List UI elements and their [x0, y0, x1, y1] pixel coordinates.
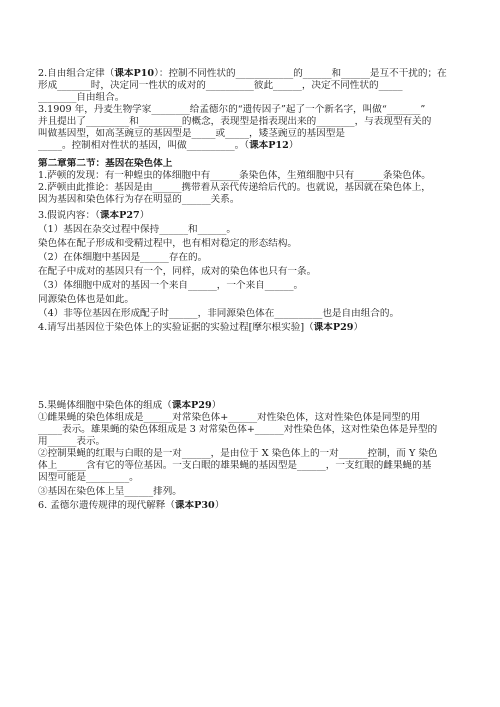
text-run: 并且提出了_________和_________的概念，表现型是指表现出来的________，与表现型有关的 [38, 116, 432, 127]
bold-text: 课本P29 [313, 322, 354, 333]
bold-text: 第二章第二节：基因在染色体上 [38, 158, 173, 169]
text-run: ） [353, 322, 364, 333]
text-line [38, 104, 470, 116]
text-run: 体上______含有它的等位基因。一支白眼的雄果蝇的基因型是______，一支红眼的雌果蝇的基 [38, 460, 432, 471]
text-line [38, 412, 470, 424]
text-line [38, 116, 470, 128]
text-line [38, 194, 470, 206]
text-run: 1.萨顿的发现：有一种蝗虫的体细胞中有______条染色体，生殖细胞中只有______条染色体。 [38, 170, 431, 181]
text-run: ____________ [235, 68, 294, 79]
text-line [38, 128, 470, 140]
text-line [38, 182, 470, 194]
text-line [38, 500, 470, 512]
text-line [38, 460, 470, 472]
text-run: 因为基因和染色体行为存在明显的______关系。 [38, 194, 240, 205]
text-line [38, 436, 470, 448]
text-run: ）：控制不同性状的 [154, 68, 236, 79]
text-run: 在配子中成对的基因只有一个，同样，成对的染色体也只有一条。 [38, 266, 317, 277]
text-run: ） [214, 500, 225, 511]
text-line [38, 322, 470, 334]
text-run: （1）基因在杂交过程中保持______和______。 [38, 224, 236, 235]
bold-text: 课本P30 [174, 500, 215, 511]
text-run: ________自由组合。 [38, 92, 125, 103]
text-run: _____表示。雄果蝇的染色体组成是 3 对常染色体+______对性染色体，这对性染色体是异型的 [38, 424, 438, 435]
text-run: （3）体细胞中成对的基因一个来自______，一个来自______。 [38, 280, 304, 291]
text-run: 4.请写出基因位于染色体上的实验证据的实验过程[摩尔根实验]（ [38, 322, 314, 333]
text-line [38, 80, 470, 92]
text-line [38, 140, 470, 152]
text-run: 用______表示。 [38, 436, 106, 447]
text-line [38, 424, 470, 436]
bold-text: 课本P10 [114, 68, 155, 79]
text-run: 形成_______时，决定同一性状的成对的__________彼此______，决定不同性状的_____ [38, 80, 403, 91]
text-line [38, 68, 470, 80]
text-line [38, 252, 470, 264]
text-line [38, 472, 470, 484]
text-line [38, 294, 470, 306]
bold-text: 课本P27 [99, 210, 140, 221]
bold-text: 课本P29 [171, 400, 212, 411]
text-run: ） [139, 210, 150, 221]
text-run: 的______和______是互不干扰的；在 [293, 68, 447, 79]
text-run: 3.1909 年，丹麦生物学家________给孟德尔的“遗传因子”起了一个新名字，叫做“_______” [38, 104, 426, 115]
text-line [38, 210, 470, 222]
text-run: （4）非等位基因在形成配子时______，非同源染色体在__________也是自由组合的。 [38, 308, 400, 319]
text-run: 叫做基因型，如高茎豌豆的基因型是_____或_____，矮茎豌豆的基因型是 [38, 128, 345, 139]
text-run: 6. 孟德尔遗传规律的现代解释（ [38, 500, 175, 511]
text-line [38, 400, 470, 412]
text-run: （2）在体细胞中基因是______存在的。 [38, 252, 208, 263]
text-run: 2.萨顿由此推论：基因是由______携带着从亲代传递给后代的。也就说，基因就在染色体上， [38, 182, 431, 193]
text-line [38, 158, 470, 170]
text-run: 染色体在配子形成和受精过程中，也有相对稳定的形态结构。 [38, 238, 298, 249]
text-line [38, 224, 470, 236]
bold-text: 课本P12 [249, 140, 289, 151]
text-line [38, 308, 470, 320]
text-run: ） [211, 400, 222, 411]
text-run: 同源染色体也是如此。 [38, 294, 134, 305]
text-line [38, 238, 470, 250]
text-line [38, 448, 470, 460]
text-line [38, 170, 470, 182]
text-run: ） [288, 140, 299, 151]
text-line [38, 280, 470, 292]
text-run: ③基因在染色体上呈______排列。 [38, 486, 182, 497]
text-run: ①雌果蝇的染色体组成是______对常染色体+______对性染色体，这对性染色体是同型的用 [38, 412, 421, 423]
text-run: ②控制果蝇的红眼与白眼的是一对______，是由位于 X 染色体上的一对______控制，而 Y 染色 [38, 448, 438, 459]
text-line [38, 266, 470, 278]
text-run: 2.自由组合定律（ [38, 68, 115, 79]
text-run: _____。控制相对性状的基因，叫做__________。（ [38, 140, 250, 151]
text-line [38, 486, 470, 498]
text-run: 5.果蝇体细胞中染色体的组成（ [38, 400, 172, 411]
text-run: 3.假说内容：（ [38, 210, 100, 221]
text-run: 因型可能是_________。 [38, 472, 139, 483]
text-line [38, 92, 470, 104]
